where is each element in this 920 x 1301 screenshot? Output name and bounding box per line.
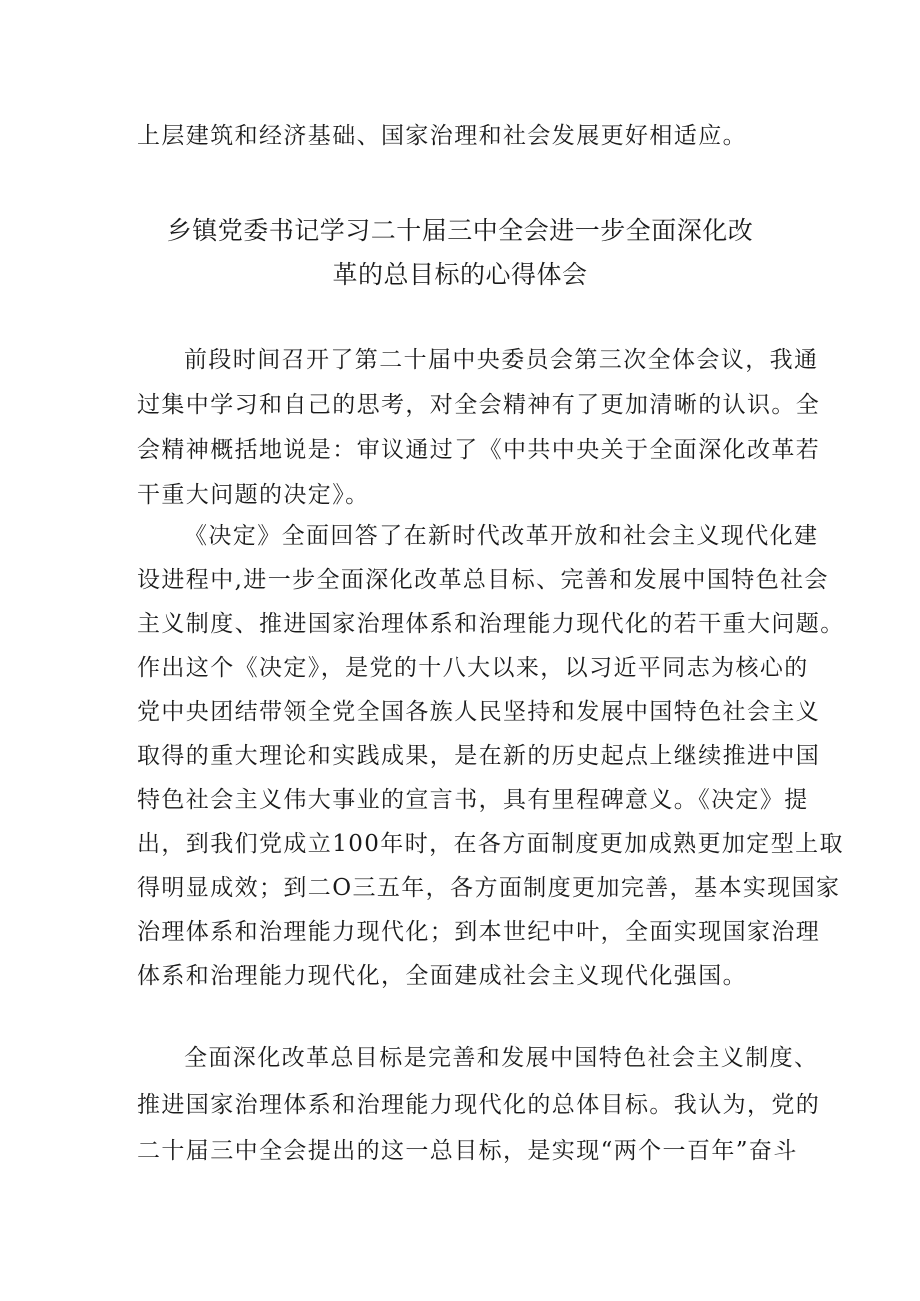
paragraph-line: 《决定》全面回答了在新时代改革开放和社会主义现代化建: [184, 523, 819, 549]
paragraph-line: 党中央团结带领全党全国各族人民坚持和发展中国特色社会主义: [137, 699, 821, 725]
paragraph-line: 出，到我们党成立100年时，在各方面制度更加成熟更加定型上取: [137, 831, 844, 857]
paragraph-line: 二十届三中全会提出的这一总目标，是实现“两个一百年”奋斗: [137, 1138, 798, 1164]
paragraph-line: 过集中学习和自己的思考，对全会精神有了更加清晰的认识。全: [137, 392, 821, 418]
paragraph-line: 治理体系和治理能力现代化；到本世纪中叶，全面实现国家治理: [137, 919, 821, 945]
paragraph-line: 主义制度、推进国家治理体系和治理能力现代化的若干重大问题。: [137, 611, 845, 637]
paragraph-line: 全面深化改革总目标是完善和发展中国特色社会主义制度、: [184, 1045, 819, 1071]
paragraph-line: 特色社会主义伟大事业的宣言书，具有里程碑意义。《决定》提: [137, 787, 809, 813]
paragraph-line: 取得的重大理论和实践成果，是在新的历史起点上继续推进中国: [137, 743, 821, 769]
paragraph-line: 会精神概括地说是：审议通过了《中共中央关于全面深化改革若: [137, 437, 821, 463]
paragraph-line: 设进程中,进一步全面深化改革总目标、完善和发展中国特色社会: [137, 567, 829, 593]
paragraph-line: 得明显成效；到二O三五年，各方面制度更加完善，基本实现国家: [137, 875, 841, 901]
paragraph-line: 推进国家治理体系和治理能力现代化的总体目标。我认为，党的: [137, 1092, 821, 1118]
paragraph-line: 干重大问题的决定》。: [137, 482, 370, 508]
paragraph-line: 体系和治理能力现代化，全面建成社会主义现代化强国。: [137, 963, 747, 989]
title-line-1: 乡镇党委书记学习二十届三中全会进一步全面深化改: [166, 216, 754, 245]
title-line-2: 革的总目标的心得体会: [332, 260, 588, 289]
paragraph-line: 前段时间召开了第二十届中央委员会第三次全体会议，我通: [184, 347, 819, 373]
paragraph-line: 作出这个《决定》，是党的十八大以来，以习近平同志为核心的: [137, 655, 809, 681]
top-line: 上层建筑和经济基础、国家治理和社会发展更好相适应。: [137, 123, 747, 149]
